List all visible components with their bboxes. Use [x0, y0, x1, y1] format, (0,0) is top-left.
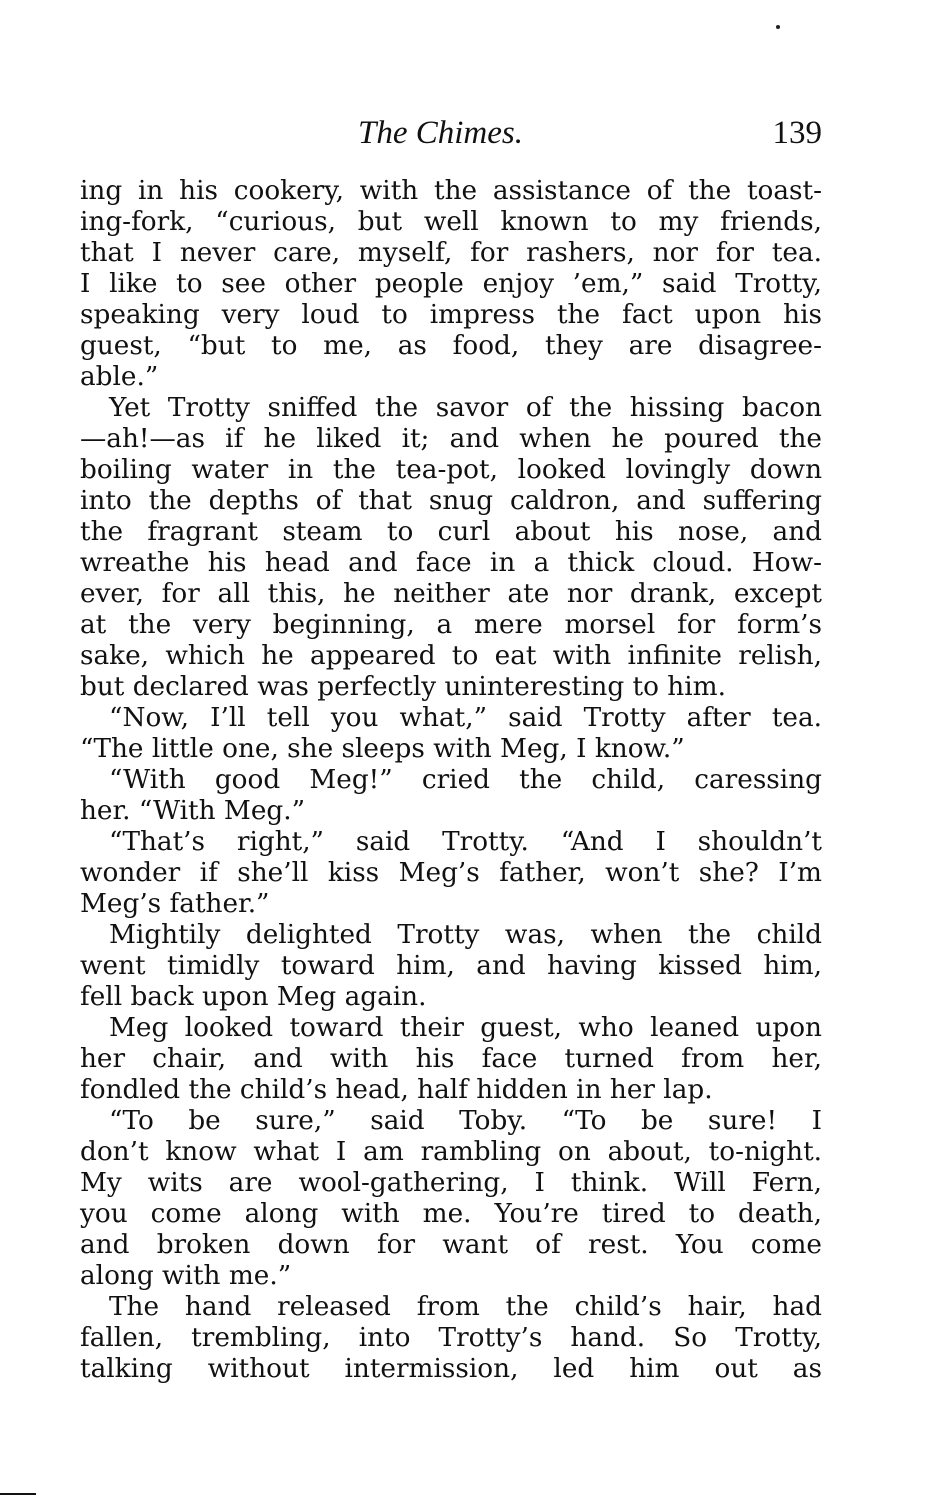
text-line: “Now, I’ll tell you what,” said Trotty after tea.: [109, 703, 822, 733]
text-line: you come along with me. You’re tired to death,: [80, 1199, 822, 1229]
text-line: that I never care, myself, for rashers, nor for tea.: [80, 238, 822, 268]
print-speck: [776, 25, 780, 29]
page-header: [80, 112, 822, 154]
text-line: —ah!—as if he liked it; and when he poured the: [80, 424, 822, 454]
text-line: wreathe his head and face in a thick cloud. How-: [80, 548, 822, 578]
text-line: “The little one, she sleeps with Meg, I know.”: [80, 734, 685, 764]
text-line: Mightily delighted Trotty was, when the child: [109, 920, 822, 950]
text-line: speaking very loud to impress the fact upon his: [80, 300, 822, 330]
text-line: I like to see other people enjoy ’em,” said Trotty,: [80, 269, 822, 299]
text-line: wonder if she’ll kiss Meg’s father, won’t she? I’m: [80, 858, 822, 888]
text-line: My wits are wool-gathering, I think. Will Fern,: [80, 1168, 822, 1198]
text-line: her. “With Meg.”: [80, 796, 306, 826]
text-line: Meg looked toward their guest, who leaned upon: [109, 1013, 822, 1043]
text-line: boiling water in the tea-pot, looked lovingly down: [80, 455, 822, 485]
text-line: “To be sure,” said Toby. “To be sure! I: [109, 1106, 822, 1136]
text-line: “With good Meg!” cried the child, caressing: [109, 765, 822, 795]
text-line: ing in his cookery, with the assistance of the toast-: [80, 176, 822, 206]
text-line: along with me.”: [80, 1261, 292, 1291]
text-line: guest, “but to me, as food, they are disagree-: [80, 331, 822, 361]
text-line: and broken down for want of rest. You come: [80, 1230, 822, 1260]
text-line: the fragrant steam to curl about his nose, and: [80, 517, 822, 547]
text-line: her chair, and with his face turned from her,: [80, 1044, 822, 1074]
body-text: [80, 176, 822, 1385]
page-edge-mark: [0, 1493, 36, 1495]
text-line: ever, for all this, he neither ate nor drank, except: [80, 579, 822, 609]
text-line: went timidly toward him, and having kissed him,: [80, 951, 822, 981]
text-line: talking without intermission, led him out as: [80, 1354, 822, 1384]
text-line: ing-fork, “curious, but well known to my friends,: [80, 207, 822, 237]
text-line: but declared was perfectly uninteresting to him.: [80, 672, 726, 702]
text-line: sake, which he appeared to eat with infinite relish,: [80, 641, 822, 671]
text-line: into the depths of that snug caldron, and suffering: [80, 486, 822, 516]
text-line: fondled the child’s head, half hidden in her lap.: [80, 1075, 713, 1105]
text-line: The hand released from the child’s hair, had: [109, 1292, 822, 1322]
text-line: don’t know what I am rambling on about, to-night.: [80, 1137, 822, 1167]
text-line: fallen, trembling, into Trotty’s hand. So Trotty,: [80, 1323, 822, 1353]
text-line: fell back upon Meg again.: [80, 982, 427, 1012]
text-line: Meg’s father.”: [80, 889, 270, 919]
running-title: The Chimes.: [358, 115, 523, 151]
text-line: able.”: [80, 362, 159, 392]
text-line: “That’s right,” said Trotty. “And I shouldn’t: [109, 827, 822, 857]
text-line: at the very beginning, a mere morsel for form’s: [80, 610, 822, 640]
text-line: Yet Trotty sniffed the savor of the hissing bacon: [109, 393, 822, 423]
page-number: 139: [772, 115, 822, 151]
